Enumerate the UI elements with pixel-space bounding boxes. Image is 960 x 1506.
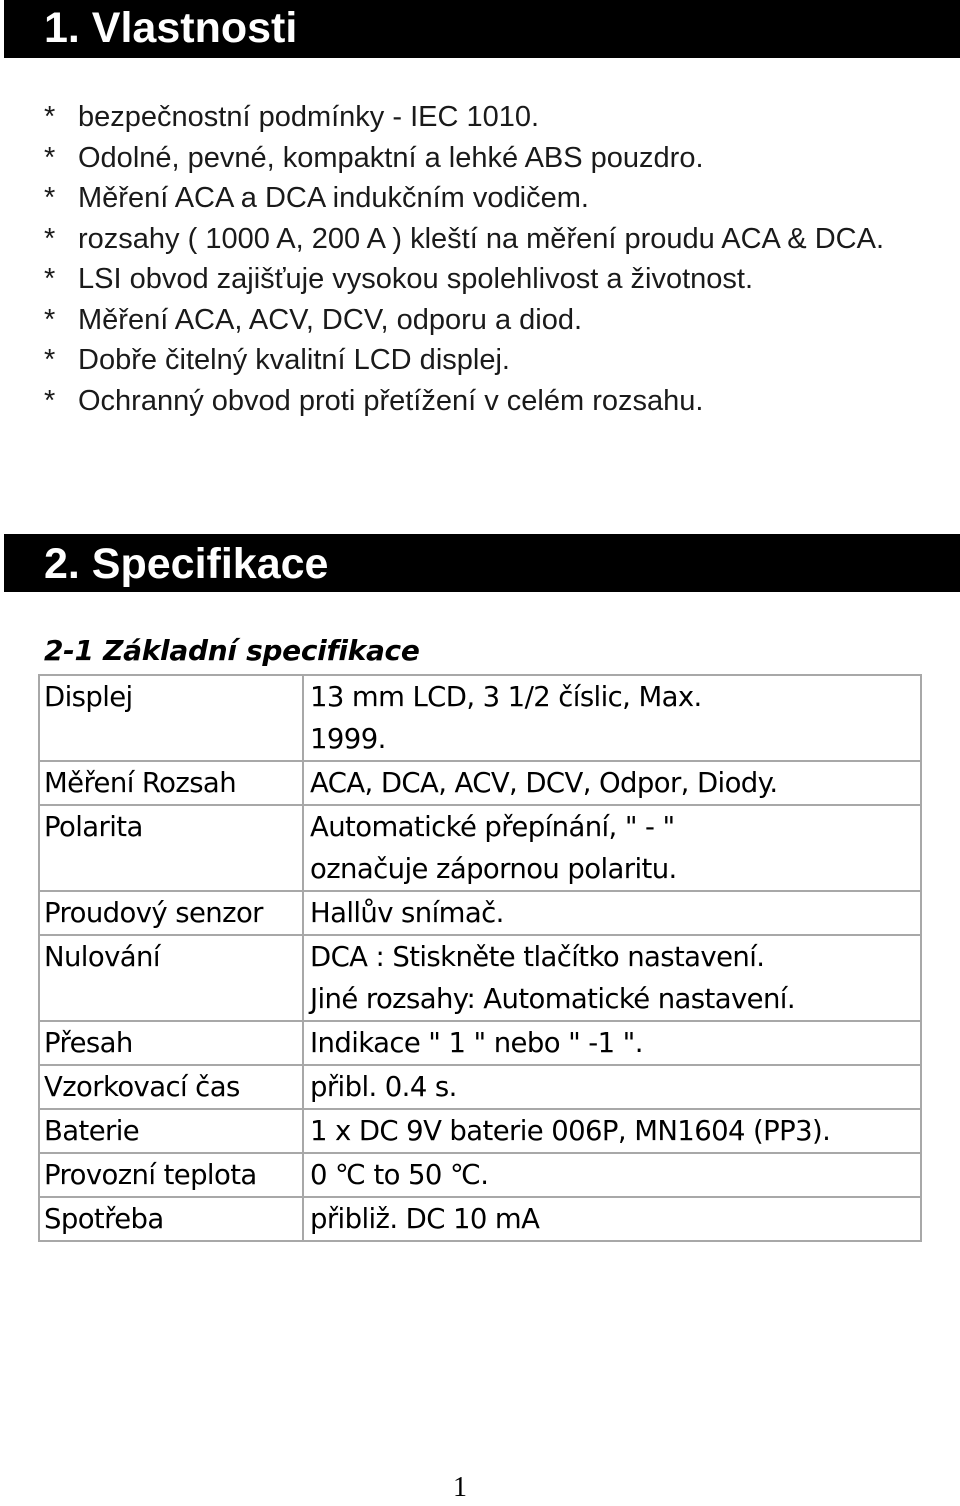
spec-value [303, 1021, 921, 1065]
bullet-star: * [44, 344, 56, 376]
list-item [44, 219, 928, 260]
spec-value-line: 1999. [310, 723, 386, 755]
table-row [39, 1021, 921, 1065]
feature-text: Dobře čitelný kvalitní LCD displej. [78, 344, 510, 376]
spec-value [303, 1109, 921, 1153]
list-item [44, 381, 928, 422]
spec-value-line: 0 ℃ to 50 ℃. [310, 1159, 489, 1191]
table-row [39, 1109, 921, 1153]
list-item [44, 97, 928, 138]
table-row [39, 1065, 921, 1109]
bullet-star: * [44, 384, 56, 417]
spec-value-line: Jiné rozsahy: Automatické nastavení. [310, 983, 795, 1015]
bullet-star: * [44, 263, 56, 295]
spec-value [303, 891, 921, 935]
page-number: 1 [453, 1472, 467, 1503]
spec-table-body [39, 675, 921, 1241]
feature-text: Měření ACA, ACV, DCV, odporu a diod. [78, 303, 583, 336]
spec-label: Polarita [39, 805, 303, 891]
section-1-header [4, 0, 960, 58]
section-2-title: 2. Specifikace [44, 540, 329, 588]
table-row [39, 805, 921, 891]
bullet-star: * [44, 182, 56, 214]
feature-text: Odolné, pevné, kompaktní a lehké ABS pouzdro. [78, 141, 704, 174]
list-item [44, 340, 928, 381]
spec-label: Baterie [39, 1109, 303, 1153]
spec-label: Displej [39, 675, 303, 761]
table-row [39, 1197, 921, 1241]
section-1-title: 1. Vlastnosti [44, 4, 298, 52]
table-row [39, 761, 921, 805]
feature-text: Ochranný obvod proti přetížení v celém rozsahu. [78, 384, 704, 417]
spec-value-line: přibliž. DC 10 mA [310, 1203, 540, 1235]
table-row [39, 1153, 921, 1197]
bullet-star: * [44, 101, 56, 133]
spec-value [303, 675, 921, 761]
spec-value-line: označuje zápornou polaritu. [310, 853, 677, 885]
spec-value-line: Hallův snímač. [310, 897, 504, 929]
bullet-star: * [44, 303, 56, 336]
list-item [44, 300, 928, 341]
spec-value [303, 1153, 921, 1197]
spec-label: Spotřeba [39, 1197, 303, 1241]
spec-value-line: přibl. 0.4 s. [310, 1071, 457, 1103]
spec-value-line: 13 mm LCD, 3 1/2 číslic, Max. [310, 681, 702, 713]
spec-label: Přesah [39, 1021, 303, 1065]
spec-value [303, 805, 921, 891]
table-row [39, 891, 921, 935]
spec-value-line: 1 x DC 9V baterie 006P, MN1604 (PP3). [310, 1115, 831, 1147]
feature-text: bezpečnostní podmínky - IEC 1010. [78, 101, 540, 133]
spec-label: Nulování [39, 935, 303, 1021]
list-item [44, 138, 928, 179]
spec-value [303, 761, 921, 805]
feature-text: rozsahy ( 1000 A, 200 A ) kleští na měření proudu ACA & DCA. [78, 222, 884, 255]
spec-label: Vzorkovací čas [39, 1065, 303, 1109]
spec-label: Provozní teplota [39, 1153, 303, 1197]
spec-value [303, 1065, 921, 1109]
feature-list [44, 97, 928, 421]
list-item [44, 259, 928, 300]
table-row [39, 675, 921, 761]
list-item [44, 178, 928, 219]
spec-value [303, 935, 921, 1021]
feature-text: LSI obvod zajišťuje vysokou spolehlivost a životnost. [78, 263, 754, 295]
table-row [39, 935, 921, 1021]
spec-value-line: ACA, DCA, ACV, DCV, Odpor, Diody. [310, 767, 778, 799]
spec-value-line: Automatické přepínání, " - " [310, 811, 675, 843]
section-2-header [4, 534, 960, 592]
subsection-heading: 2-1 Základní specifikace [44, 634, 420, 667]
spec-value-line: Indikace " 1 " nebo " -1 ". [310, 1027, 643, 1059]
feature-text: Měření ACA a DCA indukčním vodičem. [78, 182, 589, 214]
bullet-star: * [44, 222, 56, 255]
spec-table [38, 674, 922, 1242]
spec-value [303, 1197, 921, 1241]
spec-label: Měření Rozsah [39, 761, 303, 805]
bullet-star: * [44, 141, 56, 174]
spec-label: Proudový senzor [39, 891, 303, 935]
spec-value-line: DCA : Stiskněte tlačítko nastavení. [310, 941, 765, 973]
